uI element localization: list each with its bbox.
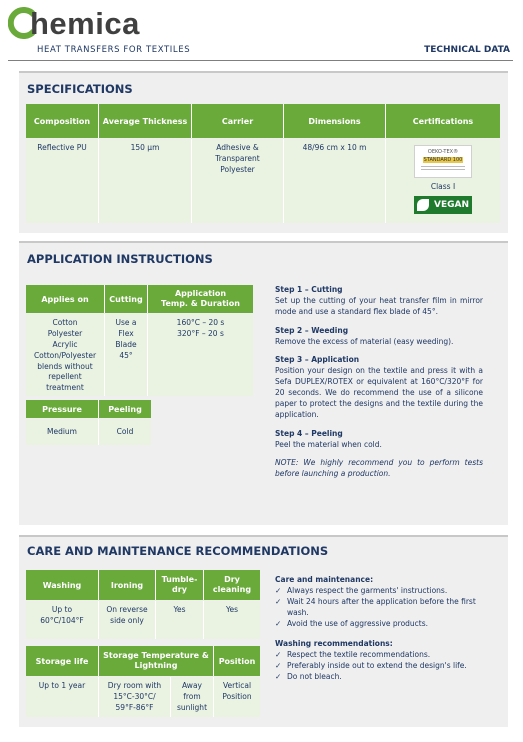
app-header-cutting: Cutting bbox=[105, 285, 148, 313]
specifications-title: SPECIFICATIONS bbox=[27, 82, 133, 96]
spec-header-carrier: Carrier bbox=[192, 104, 284, 138]
care-value-ironing: On reverse side only bbox=[99, 601, 156, 639]
spec-header-dimensions: Dimensions bbox=[284, 104, 386, 138]
vegan-badge bbox=[414, 196, 472, 214]
step-2-title: Step 2 – Weeding bbox=[275, 325, 349, 335]
spec-value-dimensions: 48/96 cm x 10 m bbox=[284, 139, 386, 223]
wash-item: ✓ Respect the textile recommendations. bbox=[275, 650, 485, 661]
care-value-position: Vertical Position bbox=[214, 677, 260, 717]
care-title: CARE AND MAINTENANCE RECOMMENDATIONS bbox=[27, 544, 329, 558]
care-recommendations bbox=[275, 575, 485, 683]
app-value-temp-duration: 160°C – 20 s 320°F – 20 s bbox=[148, 314, 253, 396]
oeko-tex-line2: STANDARD 100 bbox=[423, 157, 463, 163]
care-value-dry-cleaning: Yes bbox=[204, 601, 260, 639]
step-4-title: Step 4 – Peeling bbox=[275, 428, 343, 438]
application-steps bbox=[275, 285, 483, 480]
spec-value-carrier: Adhesive & Transparent Polyester bbox=[192, 139, 284, 223]
step-1-text: Set up the cutting of your heat transfer film in mirror mode and use a standard flex blade of 45°. bbox=[275, 295, 483, 316]
app-value-cutting: Use a Flex Blade 45° bbox=[105, 314, 148, 396]
app-value-peeling: Cold bbox=[99, 419, 151, 445]
care-list bbox=[275, 586, 485, 630]
spec-value-thickness: 150 µm bbox=[99, 139, 192, 223]
wash-list bbox=[275, 650, 485, 683]
spec-header-thickness: Average Thickness bbox=[99, 104, 192, 138]
care-value-lighting: Away from sunlight bbox=[171, 677, 214, 717]
step-4-text: Peel the material when cold. bbox=[275, 439, 382, 449]
care-heading: Care and maintenance: bbox=[275, 575, 374, 584]
wash-item: ✓ Preferably inside out to extend the design's life. bbox=[275, 661, 485, 672]
care-header-dry-cleaning: Dry cleaning bbox=[204, 570, 260, 600]
care-header-position: Position bbox=[214, 646, 260, 676]
logo-wordmark: hemica bbox=[30, 6, 140, 41]
vegan-label: VEGAN bbox=[434, 200, 469, 210]
care-item: ✓ Wait 24 hours after the application before the first wash. bbox=[275, 597, 485, 619]
app-header-peeling: Peeling bbox=[99, 400, 151, 418]
care-item: ✓ Avoid the use of aggressive products. bbox=[275, 619, 485, 630]
app-header-pressure: Pressure bbox=[26, 400, 99, 418]
wash-heading: Washing recommendations: bbox=[275, 639, 393, 649]
header-divider bbox=[8, 60, 513, 61]
care-header-storage-temp: Storage Temperature & Lightning bbox=[99, 646, 214, 676]
app-value-applies-on: Cotton Polyester Acrylic Cotton/Polyester blends without repellent treatment bbox=[26, 314, 105, 396]
care-header-washing: Washing bbox=[26, 570, 99, 600]
care-value-storage-life: Up to 1 year bbox=[26, 677, 99, 717]
care-header-ironing: Ironing bbox=[99, 570, 156, 600]
spec-value-composition: Reflective PU bbox=[26, 139, 99, 223]
care-value-storage-temp: Dry room with 15°C-30°C/ 59°F-86°F bbox=[99, 677, 171, 717]
vegan-leaf-icon bbox=[417, 199, 429, 211]
app-value-pressure: Medium bbox=[26, 419, 99, 445]
step-3-title: Step 3 – Application bbox=[275, 355, 360, 365]
spec-header-certifications: Certifications bbox=[386, 104, 500, 138]
care-item: ✓ Always respect the garments' instructions. bbox=[275, 586, 485, 597]
wash-item: ✓ Do not bleach. bbox=[275, 672, 485, 683]
app-header-applies-on: Applies on bbox=[26, 285, 105, 313]
care-header-tumble-dry: Tumble- dry bbox=[156, 570, 204, 600]
document-type: TECHNICAL DATA bbox=[424, 45, 510, 55]
certification-class: Class I bbox=[430, 182, 456, 191]
oeko-tex-badge bbox=[414, 145, 472, 178]
step-3-text: Position your design on the textile and press it with a Sefa DUPLEX/ROTEX or equivalent at 160°C/320°F for 20 seconds. We do recommend the use of a silicone paper to protect the designs and the textile during the application. bbox=[275, 366, 483, 419]
care-value-washing: Up to 60°C/104°F bbox=[26, 601, 99, 639]
app-header-temp-duration: Application Temp. & Duration bbox=[148, 285, 253, 313]
step-2-text: Remove the excess of material (easy weeding). bbox=[275, 336, 454, 346]
step-1-title: Step 1 – Cutting bbox=[275, 285, 343, 294]
care-value-tumble-dry: Yes bbox=[156, 601, 204, 639]
spec-header-composition: Composition bbox=[26, 104, 99, 138]
application-title: APPLICATION INSTRUCTIONS bbox=[27, 252, 213, 266]
application-note: NOTE: We highly recommend you to perform tests before launching a production. bbox=[275, 458, 483, 479]
logo-tagline: HEAT TRANSFERS FOR TEXTILES bbox=[37, 45, 191, 55]
care-header-storage-life: Storage life bbox=[26, 646, 99, 676]
oeko-tex-line1: OEKO-TEX® bbox=[427, 149, 459, 155]
